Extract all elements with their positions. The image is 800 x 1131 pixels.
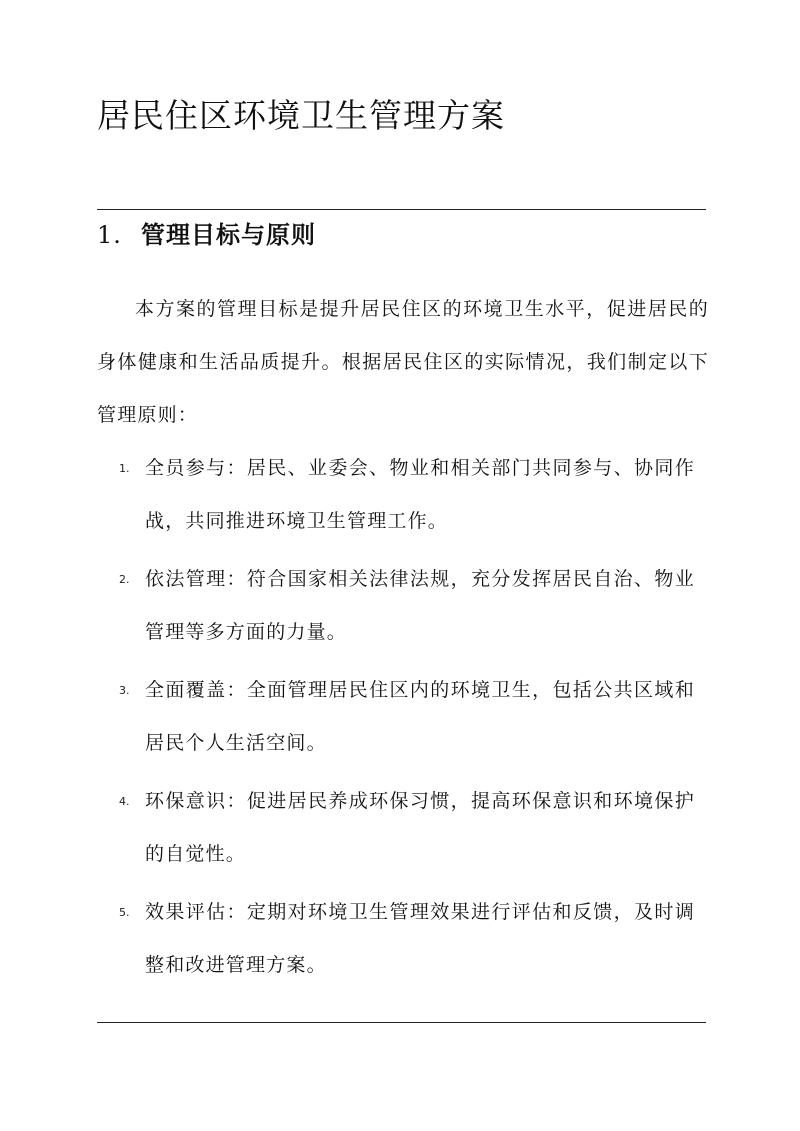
section-divider-bottom bbox=[97, 1022, 706, 1023]
principle-index: 2. bbox=[119, 573, 130, 586]
principle-item bbox=[0, 442, 800, 553]
principle-index: 1. bbox=[119, 462, 130, 475]
principle-index: 5. bbox=[119, 906, 130, 919]
document-title: 居民住区环境卫生管理方案 bbox=[97, 96, 505, 135]
section-heading bbox=[97, 215, 316, 255]
principle-item bbox=[0, 775, 800, 886]
section-divider-top bbox=[97, 209, 706, 210]
principles-list bbox=[0, 442, 800, 997]
principle-index: 3. bbox=[119, 684, 130, 697]
intro-paragraph: 本方案的管理目标是提升居民住区的环境卫生水平，促进居民的身体健康和生活品质提升。根据居民住区的实际情况，我们制定以下管理原则： bbox=[97, 298, 709, 426]
principle-item bbox=[0, 553, 800, 664]
principle-text: 效果评估：定期对环境卫生管理效果进行评估和反馈，及时调整和改进管理方案。 bbox=[145, 901, 695, 976]
principle-index: 4. bbox=[119, 795, 130, 808]
principle-text: 全员参与：居民、业委会、物业和相关部门共同参与、协同作战，共同推进环境卫生管理工作。 bbox=[145, 457, 695, 532]
principle-item bbox=[0, 664, 800, 775]
principle-item bbox=[0, 886, 800, 997]
principle-text: 依法管理：符合国家相关法律法规，充分发挥居民自治、物业管理等多方面的力量。 bbox=[145, 568, 695, 643]
principle-text: 全面覆盖：全面管理居民住区内的环境卫生，包括公共区域和居民个人生活空间。 bbox=[145, 679, 695, 754]
section-heading-text: 管理目标与原则 bbox=[141, 220, 316, 249]
section-number: 1. bbox=[97, 221, 122, 249]
principle-text: 环保意识：促进居民养成环保习惯，提高环保意识和环境保护的自觉性。 bbox=[145, 790, 695, 865]
